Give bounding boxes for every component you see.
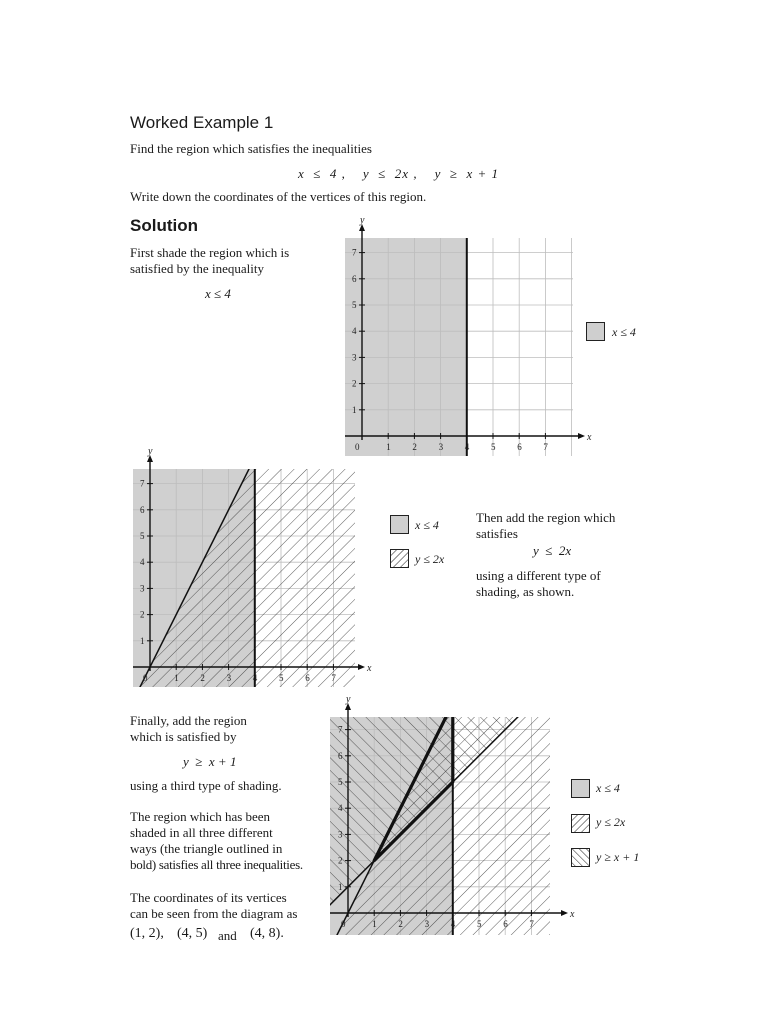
step4-line3: ways (the triangle outlined in [130,841,283,856]
y-tick-label: 1 [352,404,357,415]
y-tick-label: 3 [140,583,145,594]
y-tick-label: 3 [338,829,343,840]
x-axis-arrow [561,910,568,916]
legend-x-le-4: x ≤ 4 [415,518,439,532]
legend-hatch-swatch [571,814,590,833]
x-tick-label: 3 [424,919,430,929]
x-tick-label: 4 [464,442,470,452]
y-tick-label: 7 [338,724,343,735]
step2-line1: Then add the region which [476,510,616,525]
chart-1 [335,218,595,463]
y-tick-label: 5 [338,777,343,787]
y-tick-label: 4 [338,803,343,814]
x-tick-label: 3 [438,442,444,452]
step5-line1: The coordinates of its vertices [130,890,287,905]
legend-x-le-4: x ≤ 4 [596,781,620,795]
x-axis-label: x [367,663,372,674]
region-x-le-4 [345,238,467,456]
y-tick-label: 2 [352,378,357,389]
x-tick-label: 5 [279,673,284,683]
y-tick-label: 6 [352,273,357,284]
y-tick-label: 7 [140,478,145,489]
step5-line2: can be seen from the diagram as [130,906,298,921]
legend-x-le-4: x ≤ 4 [612,325,636,339]
chart-2 [125,447,375,692]
x-axis-label: x [587,432,592,443]
x-tick-label: 6 [305,673,310,683]
x-axis-arrow [358,664,365,670]
x-tick-label: 5 [477,919,482,929]
y-tick-label: 1 [338,881,343,892]
x-tick-label: 2 [412,442,417,452]
x-tick-label: 0 [143,673,148,683]
x-tick-label: 4 [450,919,456,929]
x-tick-label: 2 [398,919,403,929]
y-tick-label: 6 [140,504,145,515]
x-tick-label: 4 [252,673,258,683]
x-tick-label: 1 [386,442,391,452]
x-tick-label: 7 [331,673,336,683]
y-tick-label: 2 [140,609,145,620]
x-tick-label: 7 [529,919,534,929]
step2-line4: shading, as shown. [476,584,575,599]
step3-inequality: y ≥ x + 1 [183,754,237,769]
y-axis-label: y [360,218,365,226]
x-tick-label: 3 [226,673,232,683]
solution-heading: Solution [130,216,198,235]
x-tick-label: 6 [517,442,522,452]
step3-line2: which is satisfied by [130,729,237,744]
y-tick-label: 5 [140,531,145,541]
vertex-3: (4, 8). [250,926,284,941]
vertices-and: and [218,928,237,943]
y-axis-label: y [346,695,351,705]
step4-line2: shaded in all three different [130,825,273,840]
x-axis-label: x [570,909,575,920]
x-tick-label: 2 [200,673,205,683]
problem-inequalities: x ≤ 4 , y ≤ 2x , y ≥ x + 1 [298,166,500,181]
x-axis-arrow [578,433,585,439]
problem-task: Write down the coordinates of the vertices of this region. [130,189,427,204]
legend-y-le-2x: y ≤ 2x [415,552,445,566]
problem-prompt: Find the region which satisfies the inequalities [130,141,372,156]
step1-inequality: x ≤ 4 [205,286,231,301]
x-tick-label: 0 [355,442,360,452]
step4-line4: bold) satisfies all three inequalities. [130,857,303,872]
step4-line1: The region which has been [130,809,271,824]
y-axis-label: y [148,447,153,457]
legend-grey-swatch [571,779,590,798]
y-tick-label: 4 [140,557,145,568]
step2-line2: satisfies [476,526,518,541]
y-tick-label: 4 [352,326,357,337]
step1-line2: satisfied by the inequality [130,261,264,276]
step3-line3: using a third type of shading. [130,778,282,793]
step2-line3: using a different type of [476,568,601,583]
legend-crosshatch-swatch [571,848,590,867]
legend-y-ge-x1: y ≥ x + 1 [596,850,640,864]
y-tick-label: 7 [352,247,357,258]
y-tick-label: 3 [352,352,357,363]
y-tick-label: 6 [338,750,343,761]
vertex-1: (1, 2), [130,926,164,941]
x-tick-label: 1 [372,919,377,929]
page-title: Worked Example 1 [130,113,274,132]
legend-grey-swatch [390,515,409,534]
step3-line1: Finally, add the region [130,713,247,728]
x-tick-label: 1 [174,673,179,683]
x-tick-label: 5 [491,442,496,452]
x-tick-label: 6 [503,919,508,929]
legend-y-le-2x: y ≤ 2x [596,815,626,829]
step2-inequality: y ≤ 2x [533,543,572,558]
y-tick-label: 1 [140,635,145,646]
x-tick-label: 7 [543,442,548,452]
step1-line1: First shade the region which is [130,245,290,260]
x-tick-label: 0 [341,919,346,929]
legend-hatch-swatch [390,549,409,568]
y-tick-label: 2 [338,855,343,866]
chart-3 [318,695,578,940]
legend-grey-swatch [586,322,605,341]
vertex-2: (4, 5) [177,926,208,941]
y-tick-label: 5 [352,300,357,310]
